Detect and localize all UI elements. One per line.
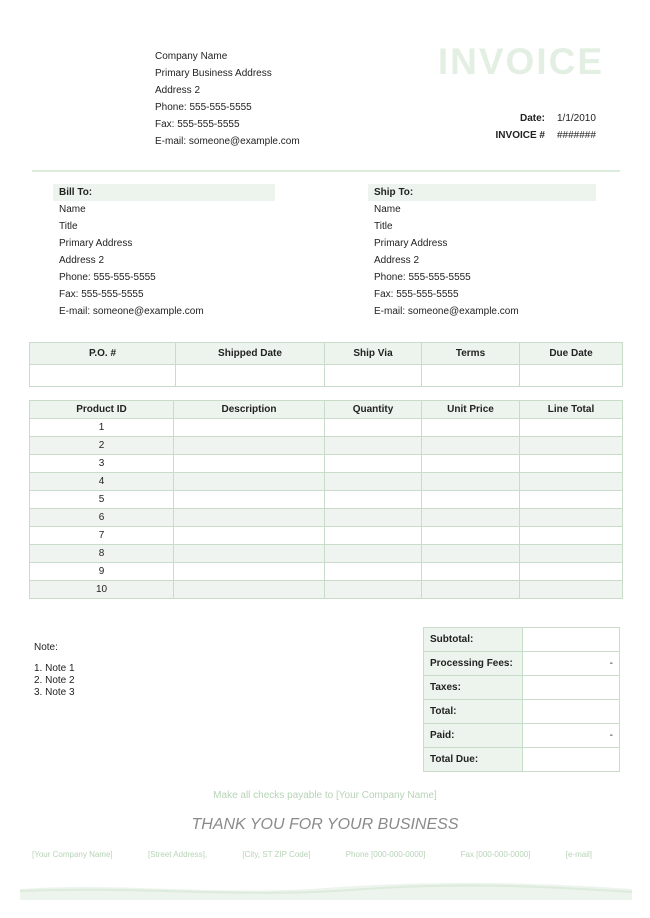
company-fax: Fax: 555-555-5555: [155, 119, 240, 130]
table-row: [30, 527, 623, 545]
quantity-cell[interactable]: [325, 527, 422, 545]
company-address2: Address 2: [155, 85, 201, 96]
bill-to-block: [53, 184, 275, 320]
product-id-cell[interactable]: 3: [30, 455, 174, 473]
quantity-cell[interactable]: [325, 473, 422, 491]
shipped-date-header: Shipped Date: [176, 343, 325, 365]
table-row: [30, 473, 623, 491]
total-due-label: Total Due:: [424, 748, 523, 772]
processing-fees-label: Processing Fees:: [424, 652, 523, 676]
description-cell[interactable]: [174, 527, 325, 545]
table-row: [30, 437, 623, 455]
product-id-cell[interactable]: 6: [30, 509, 174, 527]
checks-payable-note: Make all checks payable to [Your Company Name]: [213, 790, 437, 801]
description-cell[interactable]: [174, 545, 325, 563]
company-info: [155, 48, 300, 150]
description-cell[interactable]: [174, 563, 325, 581]
description-header: Description: [174, 401, 325, 419]
unit-price-cell[interactable]: [422, 473, 520, 491]
company-email: E-mail: someone@example.com: [155, 136, 300, 147]
line-total-cell[interactable]: [520, 455, 623, 473]
line-total-cell[interactable]: [520, 491, 623, 509]
note-item[interactable]: 3. Note 3: [34, 687, 75, 698]
product-id-cell[interactable]: 5: [30, 491, 174, 509]
unit-price-cell[interactable]: [422, 455, 520, 473]
footer-contact: [32, 850, 592, 859]
line-total-cell[interactable]: [520, 545, 623, 563]
unit-price-header: Unit Price: [422, 401, 520, 419]
ship-to-line[interactable]: Primary Address: [374, 238, 448, 249]
invoice-title: INVOICE: [437, 41, 604, 82]
product-id-cell[interactable]: 9: [30, 563, 174, 581]
bill-to-line[interactable]: Fax: 555-555-5555: [59, 289, 144, 300]
unit-price-cell[interactable]: [422, 581, 520, 599]
quantity-cell[interactable]: [325, 491, 422, 509]
invoice-meta: [496, 110, 596, 144]
bill-to-line[interactable]: E-mail: someone@example.com: [59, 306, 204, 317]
date-value[interactable]: 1/1/2010: [557, 113, 596, 124]
terms-cell[interactable]: [422, 365, 520, 387]
table-row: [30, 581, 623, 599]
total-due-value[interactable]: [523, 748, 620, 772]
footer-company: [Your Company Name]: [32, 850, 113, 859]
note-label: Note:: [34, 642, 58, 653]
bill-to-line[interactable]: Name: [59, 204, 86, 215]
quantity-header: Quantity: [325, 401, 422, 419]
unit-price-cell[interactable]: [422, 509, 520, 527]
taxes-value[interactable]: [523, 676, 620, 700]
line-total-cell[interactable]: [520, 473, 623, 491]
line-total-cell[interactable]: [520, 509, 623, 527]
line-total-cell[interactable]: [520, 581, 623, 599]
description-cell[interactable]: [174, 473, 325, 491]
table-row: [30, 545, 623, 563]
thank-you-message: THANK YOU FOR YOUR BUSINESS: [191, 816, 459, 833]
footer-city: [City, ST ZIP Code]: [242, 850, 311, 859]
footer-fax: Fax [000-000-0000]: [460, 850, 531, 859]
processing-fees-value[interactable]: -: [523, 652, 620, 676]
description-cell[interactable]: [174, 491, 325, 509]
po-number-cell[interactable]: [30, 365, 176, 387]
bill-to-line[interactable]: Phone: 555-555-5555: [59, 272, 156, 283]
order-info-table: [29, 342, 623, 387]
totals-table: [423, 627, 620, 772]
terms-header: Terms: [422, 343, 520, 365]
description-cell[interactable]: [174, 581, 325, 599]
quantity-cell[interactable]: [325, 545, 422, 563]
notes-list: [34, 663, 75, 699]
ship-to-line[interactable]: Phone: 555-555-5555: [374, 272, 471, 283]
ship-via-header: Ship Via: [325, 343, 422, 365]
ship-to-line[interactable]: Name: [374, 204, 401, 215]
bill-to-line[interactable]: Primary Address: [59, 238, 133, 249]
bill-to-line[interactable]: Title: [59, 221, 78, 232]
bill-to-line[interactable]: Address 2: [59, 255, 105, 266]
invoice-number-value[interactable]: #######: [557, 130, 596, 141]
bill-to-heading: Bill To:: [53, 184, 275, 201]
header-divider: [32, 170, 620, 172]
company-name: Company Name: [155, 51, 228, 62]
ship-via-cell[interactable]: [325, 365, 422, 387]
total-label: Total:: [424, 700, 523, 724]
total-value[interactable]: [523, 700, 620, 724]
quantity-cell[interactable]: [325, 509, 422, 527]
product-id-header: Product ID: [30, 401, 174, 419]
quantity-cell[interactable]: [325, 419, 422, 437]
footer-phone: Phone [000-000-0000]: [345, 850, 426, 859]
table-row: [30, 509, 623, 527]
company-address1: Primary Business Address: [155, 68, 272, 79]
product-id-cell[interactable]: 7: [30, 527, 174, 545]
due-date-header: Due Date: [520, 343, 623, 365]
product-id-cell[interactable]: 1: [30, 419, 174, 437]
ship-to-line[interactable]: Fax: 555-555-5555: [374, 289, 459, 300]
product-id-cell[interactable]: 4: [30, 473, 174, 491]
due-date-cell[interactable]: [520, 365, 623, 387]
po-number-header: P.O. #: [30, 343, 176, 365]
line-total-cell[interactable]: [520, 527, 623, 545]
company-phone: Phone: 555-555-5555: [155, 102, 252, 113]
paid-value[interactable]: -: [523, 724, 620, 748]
description-cell[interactable]: [174, 437, 325, 455]
ship-to-heading: Ship To:: [368, 184, 596, 201]
description-cell[interactable]: [174, 509, 325, 527]
date-label: Date:: [519, 113, 545, 124]
line-items-table: [29, 400, 623, 599]
unit-price-cell[interactable]: [422, 563, 520, 581]
unit-price-cell[interactable]: [422, 545, 520, 563]
note-item[interactable]: 1. Note 1: [34, 663, 75, 674]
invoice-number-label: INVOICE #: [495, 130, 545, 141]
line-total-cell[interactable]: [520, 437, 623, 455]
taxes-label: Taxes:: [424, 676, 523, 700]
line-total-cell[interactable]: [520, 419, 623, 437]
ship-to-block: [368, 184, 596, 320]
table-row: [30, 455, 623, 473]
ship-to-line[interactable]: Title: [374, 221, 393, 232]
product-id-cell[interactable]: 2: [30, 437, 174, 455]
ship-to-line[interactable]: E-mail: someone@example.com: [374, 306, 519, 317]
line-total-cell[interactable]: [520, 563, 623, 581]
quantity-cell[interactable]: [325, 455, 422, 473]
unit-price-cell[interactable]: [422, 491, 520, 509]
unit-price-cell[interactable]: [422, 437, 520, 455]
table-row: [30, 491, 623, 509]
shipped-date-cell[interactable]: [176, 365, 325, 387]
table-row: [30, 419, 623, 437]
footer-street: [Street Address],: [147, 850, 208, 859]
description-cell[interactable]: [174, 455, 325, 473]
table-row: [30, 563, 623, 581]
unit-price-cell[interactable]: [422, 527, 520, 545]
subtotal-label: Subtotal:: [424, 628, 523, 652]
quantity-cell[interactable]: [325, 437, 422, 455]
quantity-cell[interactable]: [325, 581, 422, 599]
product-id-cell[interactable]: 10: [30, 581, 174, 599]
ship-to-line[interactable]: Address 2: [374, 255, 420, 266]
product-id-cell[interactable]: 8: [30, 545, 174, 563]
subtotal-value[interactable]: [523, 628, 620, 652]
quantity-cell[interactable]: [325, 563, 422, 581]
paid-label: Paid:: [424, 724, 523, 748]
decorative-wave: [20, 878, 632, 900]
line-total-header: Line Total: [520, 401, 623, 419]
description-cell[interactable]: [174, 419, 325, 437]
footer-email: [e-mail]: [565, 850, 592, 859]
unit-price-cell[interactable]: [422, 419, 520, 437]
note-item[interactable]: 2. Note 2: [34, 675, 75, 686]
